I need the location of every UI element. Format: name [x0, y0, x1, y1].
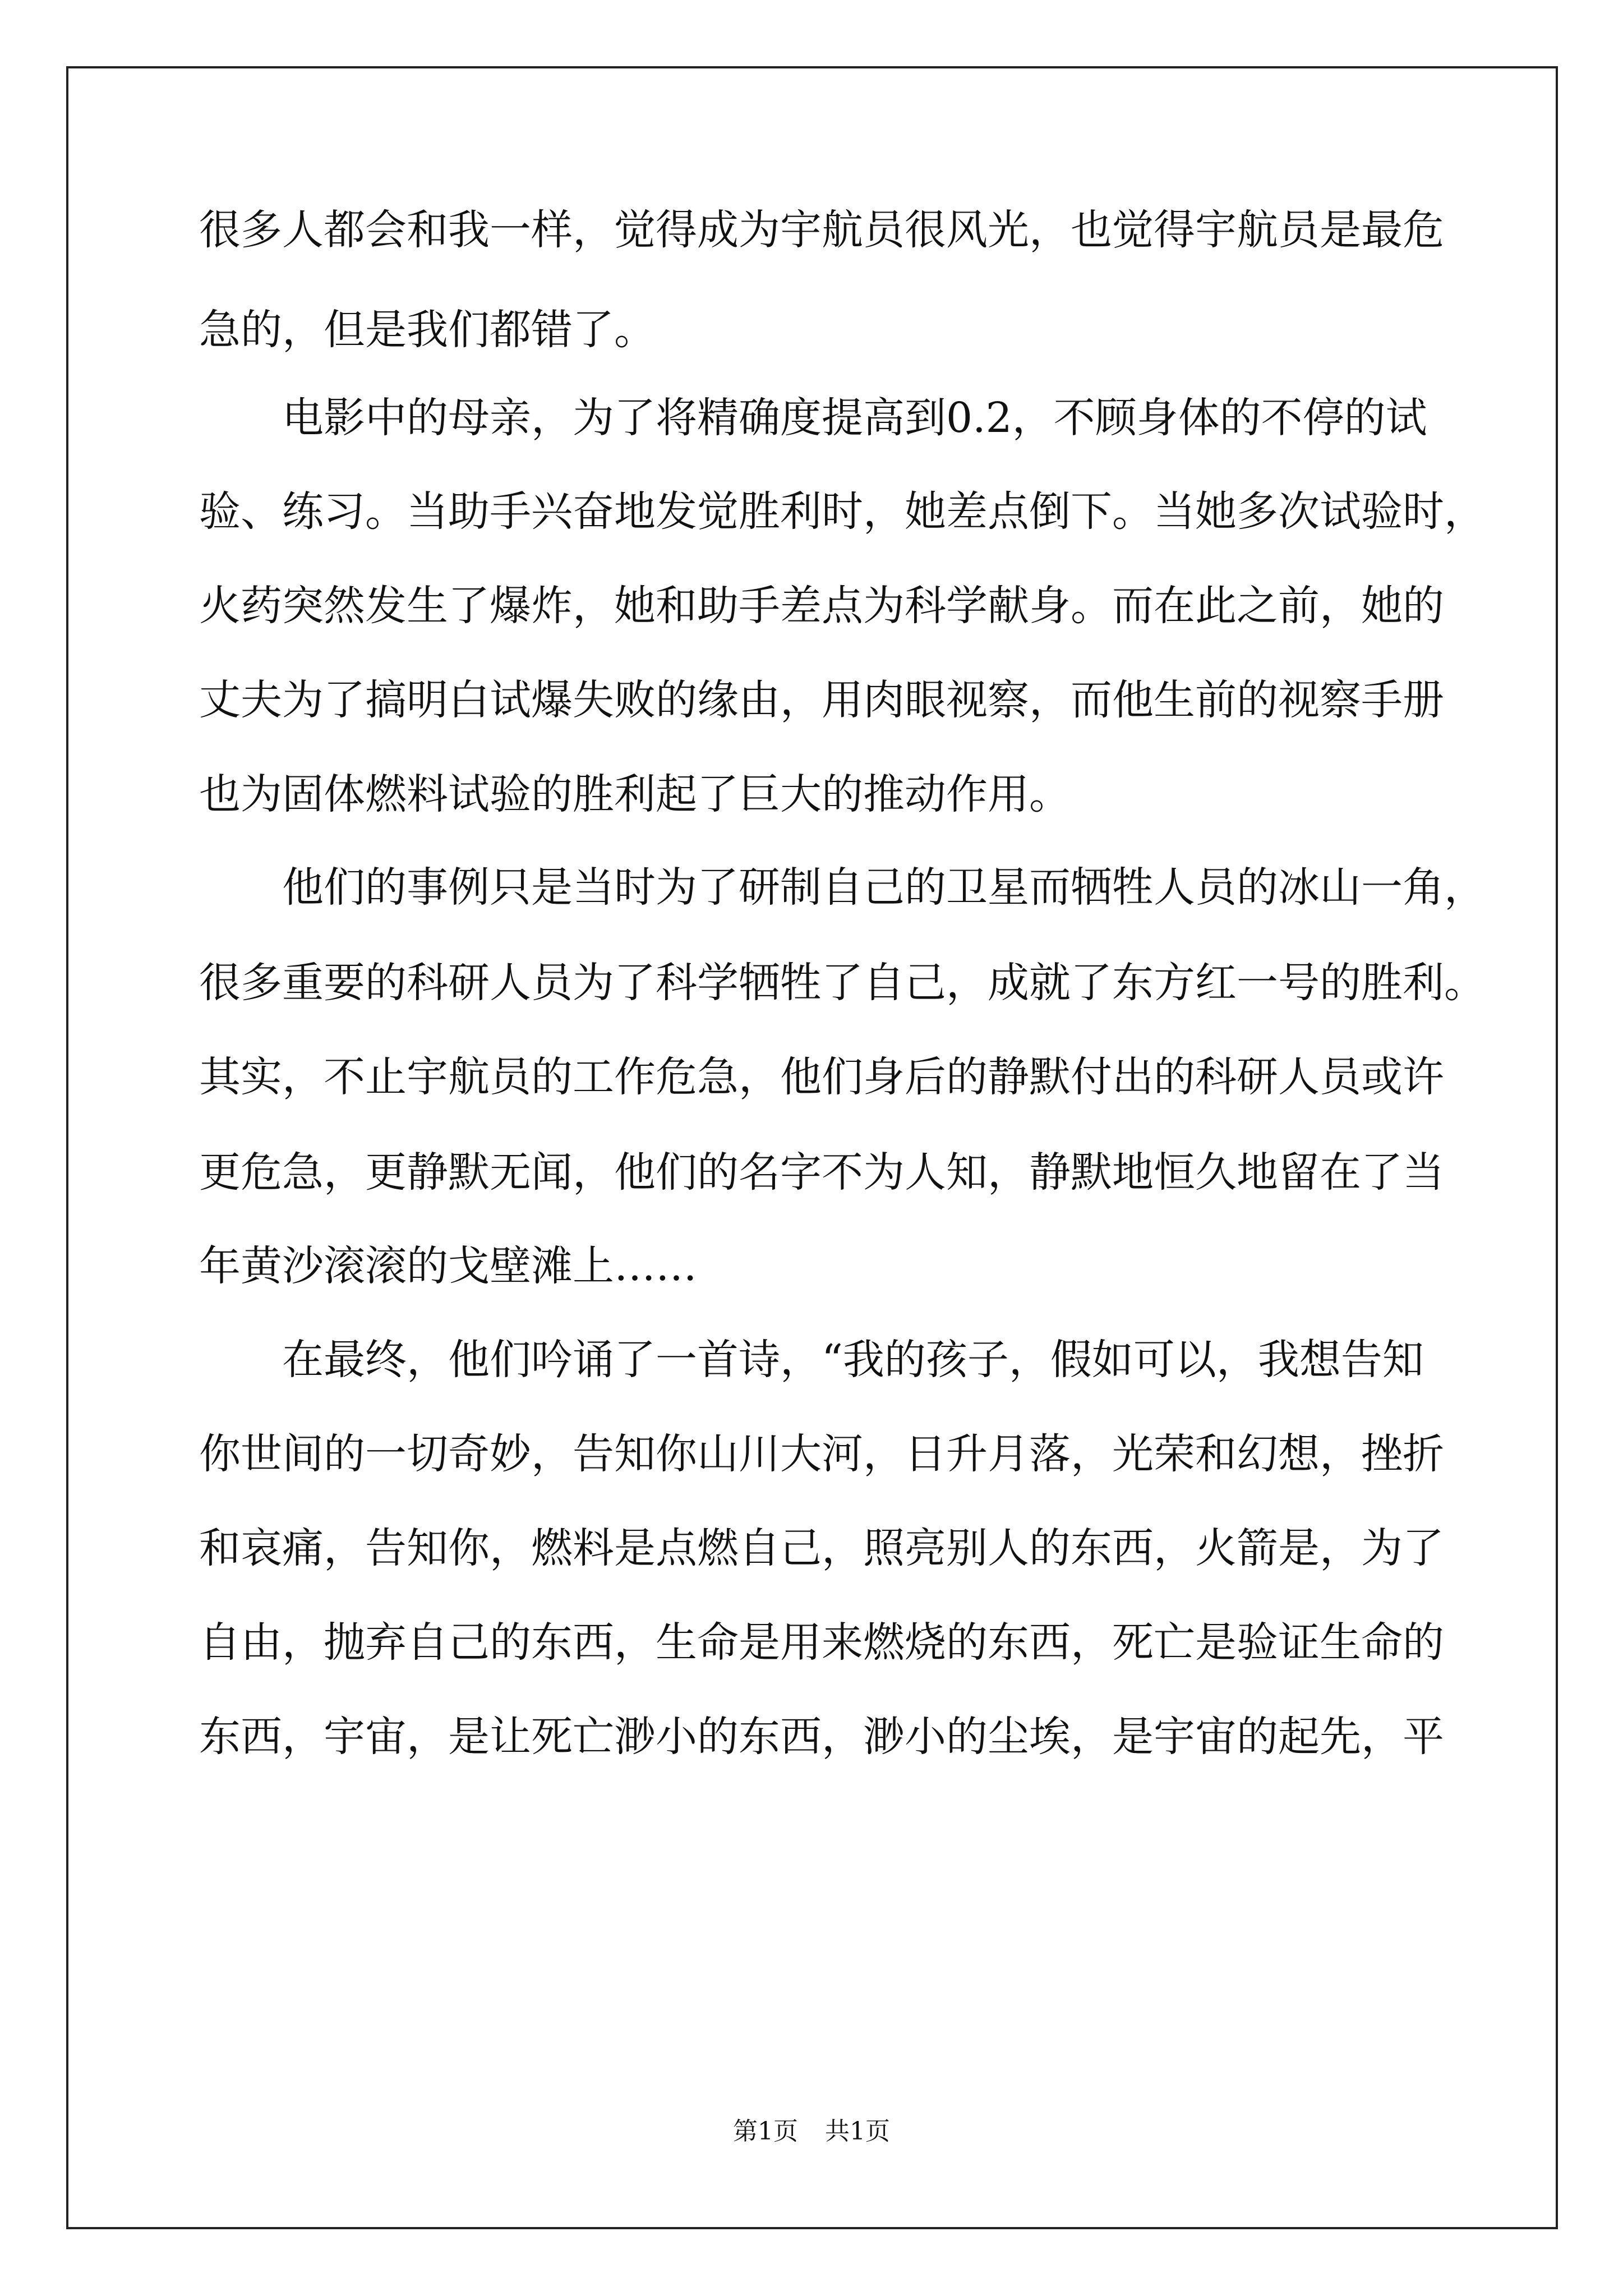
text-line: 急的，但是我们都错了。: [199, 306, 656, 354]
page-footer: [0, 2115, 1623, 2148]
paragraph-start-line: 他们的事例只是当时为了研制自己的卫星而牺牲人员的冰山一角，: [282, 863, 1486, 912]
text-line: 你世间的一切奇妙，告知你山川大河，日升月落，光荣和幻想，挫折: [199, 1430, 1444, 1478]
text-line: 更危急，更静默无闻，他们的名字不为人知，静默地恒久地留在了当: [199, 1148, 1444, 1197]
text-line: 年黄沙滚滚的戈壁滩上……: [199, 1242, 697, 1290]
paragraph-start-line: 电影中的母亲，为了将精确度提高到0.2，不顾身体的不停的试: [282, 394, 1427, 442]
text-line: 验、练习。当助手兴奋地发觉胜利时，她差点倒下。当她多次试验时，: [199, 487, 1486, 536]
page-total: 共1页: [825, 2117, 890, 2146]
text-line: 东西，宇宙，是让死亡渺小的东西，渺小的尘埃，是宇宙的起先，平: [199, 1713, 1444, 1761]
text-line: 很多人都会和我一样，觉得成为宇航员很风光，也觉得宇航员是最危: [199, 206, 1444, 254]
text-line: 和哀痛，告知你，燃料是点燃自己，照亮别人的东西，火箭是，为了: [199, 1524, 1444, 1572]
paragraph-start-line: 在最终，他们吟诵了一首诗，“我的孩子，假如可以，我想告知: [282, 1336, 1424, 1384]
text-line: 其实，不止宇航员的工作危急，他们身后的静默付出的科研人员或许: [199, 1053, 1444, 1101]
text-line: 火药突然发生了爆炸，她和助手差点为科学献身。而在此之前，她的: [199, 582, 1444, 630]
text-line: 丈夫为了搞明白试爆失败的缘由，用肉眼视察，而他生前的视察手册: [199, 676, 1444, 724]
text-line: 自由，抛弃自己的东西，生命是用来燃烧的东西，死亡是验证生命的: [199, 1618, 1444, 1667]
page-number: 第1页: [733, 2117, 798, 2146]
text-line: 很多重要的科研人员为了科学牺牲了自己，成就了东方红一号的胜利。: [199, 959, 1486, 1007]
text-line: 也为固体燃料试验的胜利起了巨大的推动作用。: [199, 770, 1071, 818]
